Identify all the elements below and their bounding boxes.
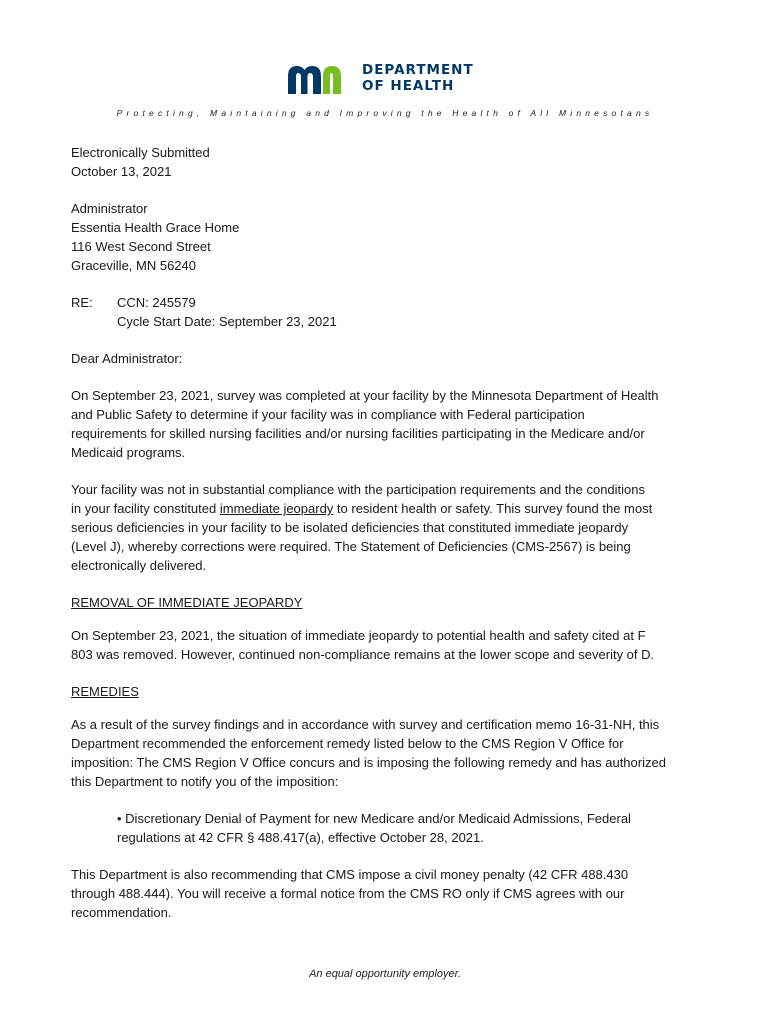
text-segment: to resident health or safety. This survey found the most: [333, 501, 653, 516]
paragraph-line: electronically delivered.: [71, 558, 207, 573]
recipient-line: Administrator: [71, 201, 148, 216]
paragraph-line: On September 23, 2021, the situation of immediate jeopardy to potential health and safety cited at F: [71, 628, 646, 643]
submission-block: [71, 143, 707, 181]
paragraph-line: (Level J), whereby corrections were required. The Statement of Deficiencies (CMS-2567) is being: [71, 539, 631, 554]
paragraph-line: Department recommended the enforcement remedy listed below to the CMS Region V Office for: [71, 736, 624, 751]
submission-method: Electronically Submitted: [71, 145, 210, 160]
ccn-line: CCN: 245579: [117, 295, 196, 310]
paragraph-line: serious deficiencies in your facility to be isolated deficiencies that constituted immediate jeopardy: [71, 520, 629, 535]
letter-body: [71, 143, 707, 940]
reference-block: [71, 293, 707, 331]
paragraph-line: As a result of the survey findings and in accordance with survey and certification memo 16-31-NH, this: [71, 717, 660, 732]
immediate-jeopardy-emphasis: immediate jeopardy: [219, 501, 334, 516]
paragraph-line: recommendation.: [71, 905, 172, 920]
recipient-line: 116 West Second Street: [71, 239, 211, 254]
paragraph-line: imposition: The CMS Region V Office concurs and is imposing the following remedy and has authorized: [71, 755, 666, 770]
recipient-address: [71, 199, 707, 275]
paragraph-compliance: [71, 480, 707, 575]
paragraph-line: [71, 499, 707, 518]
cycle-start-line: Cycle Start Date: September 23, 2021: [117, 314, 337, 329]
logo-line-department: DEPARTMENT: [362, 62, 474, 78]
letter-date: October 13, 2021: [71, 164, 172, 179]
text-segment: in your facility constituted: [71, 501, 220, 516]
remedy-bullet-item: [117, 809, 707, 847]
paragraph-survey: [71, 386, 707, 462]
re-label: RE:: [71, 295, 93, 310]
paragraph-line: Your facility was not in substantial compliance with the participation requirements and the conditions: [71, 482, 646, 497]
paragraph-line: This Department is also recommending that CMS impose a civil money penalty (42 CFR 488.430: [71, 867, 629, 882]
tagline: Protecting, Maintaining and Improving the Health of All Minnesotans: [116, 108, 654, 118]
paragraph-line: 803 was removed. However, continued non-compliance remains at the lower scope and severity of D.: [71, 647, 655, 662]
paragraph-line: and Public Safety to determine if your facility was in compliance with Federal participation: [71, 407, 585, 422]
paragraph-line: Medicaid programs.: [71, 445, 186, 460]
logo-wordmark: [362, 62, 474, 94]
footer-equal-opportunity: An equal opportunity employer.: [309, 968, 461, 980]
paragraph-line: through 488.444). You will receive a formal notice from the CMS RO only if CMS agrees with our: [71, 886, 625, 901]
heading-removal-of-immediate-jeopardy: REMOVAL OF IMMEDIATE JEOPARDY: [71, 595, 303, 610]
recipient-line: Essentia Health Grace Home: [71, 220, 240, 235]
paragraph-line: regulations at 42 CFR § 488.417(a), effective October 28, 2021.: [117, 830, 484, 845]
paragraph-removal: [71, 626, 707, 664]
minnesota-mn-logo-icon: [288, 64, 354, 94]
logo-line-of-health: OF HEALTH: [362, 78, 455, 94]
paragraph-line: On September 23, 2021, survey was completed at your facility by the Minnesota Department of Health: [71, 388, 659, 403]
paragraph-civil-money-penalty: [71, 865, 707, 922]
heading-remedies: REMEDIES: [71, 684, 139, 699]
paragraph-line: this Department to notify you of the imposition:: [71, 774, 339, 789]
paragraph-line: requirements for skilled nursing facilities and/or nursing facilities participating in the Medicare and/or: [71, 426, 645, 441]
recipient-line: Graceville, MN 56240: [71, 258, 196, 273]
paragraph-line: • Discretionary Denial of Payment for new Medicare and/or Medicaid Admissions, Federal: [117, 811, 631, 826]
salutation: Dear Administrator:: [71, 351, 183, 366]
re-details: [117, 293, 337, 331]
letterhead: [0, 58, 770, 102]
paragraph-remedies: [71, 715, 707, 791]
